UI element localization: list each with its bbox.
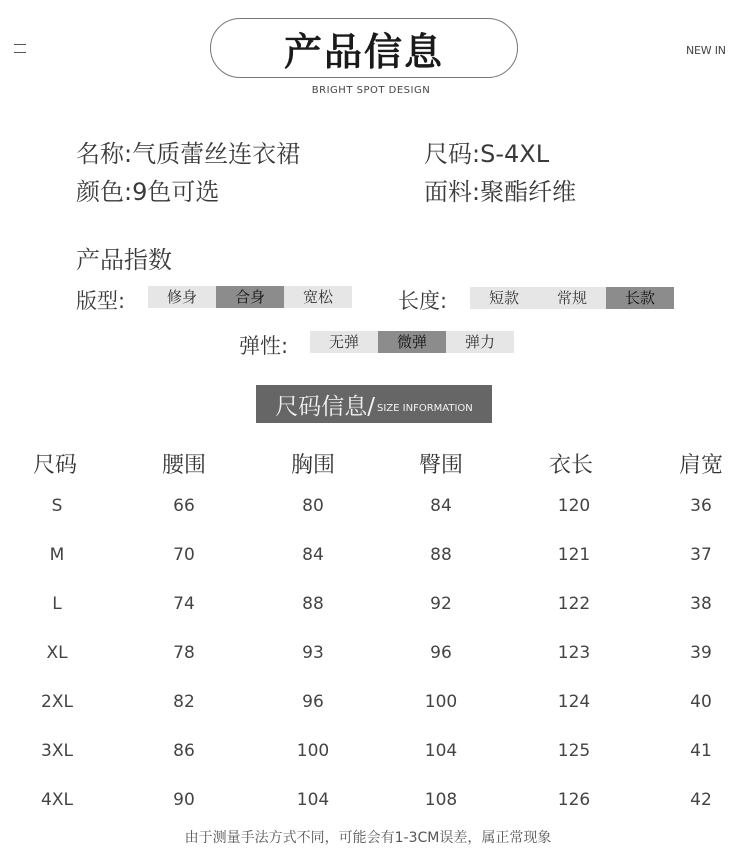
cell-waist: 90 (173, 790, 195, 810)
cell-size: 2XL (41, 692, 73, 712)
elastic-option: 微弹 (378, 331, 446, 353)
elastic-option: 无弹 (310, 331, 378, 353)
title-pill (210, 18, 518, 78)
cell-bust: 100 (296, 741, 330, 761)
col-header-size: 尺码 (32, 453, 77, 478)
fit-scale (148, 286, 352, 308)
cell-shoulder: 37 (690, 545, 712, 565)
cell-length: 120 (557, 496, 591, 516)
size-info-banner (256, 385, 492, 423)
fit-option: 修身 (148, 286, 216, 308)
cell-bust: 104 (296, 790, 330, 810)
cell-hip: 108 (424, 790, 458, 810)
cell-length: 122 (557, 594, 591, 614)
product-size-range (424, 134, 549, 169)
cell-bust: 96 (302, 692, 324, 712)
elastic-option: 弹力 (446, 331, 514, 353)
cell-length: 121 (557, 545, 591, 565)
cell-waist: 86 (173, 741, 195, 761)
cell-bust: 84 (302, 545, 324, 565)
cell-size: S (51, 496, 63, 516)
col-header-waist: 腰围 (161, 453, 206, 478)
length-option: 长款 (606, 287, 674, 309)
col-header-bust: 胸围 (290, 453, 335, 478)
product-fabric (424, 172, 576, 207)
banner-subtitle: SIZE INFORMATION (377, 402, 473, 414)
cell-length: 125 (557, 741, 591, 761)
length-scale (470, 287, 674, 309)
name-value: 气质蕾丝连衣裙 (132, 140, 301, 168)
cell-length: 124 (557, 692, 591, 712)
cell-hip: 104 (424, 741, 458, 761)
product-colors (76, 172, 219, 207)
cell-waist: 82 (173, 692, 195, 712)
cell-bust: 88 (302, 594, 324, 614)
cell-hip: 100 (424, 692, 458, 712)
elastic-label: 弹性: (239, 334, 289, 358)
cell-shoulder: 38 (690, 594, 712, 614)
length-option: 常规 (538, 287, 606, 309)
cell-size: 3XL (41, 741, 73, 761)
fabric-label: 面料: (424, 178, 481, 206)
cell-shoulder: 42 (690, 790, 712, 810)
cell-waist: 70 (173, 545, 195, 565)
cell-hip: 96 (430, 643, 452, 663)
cell-size: XL (46, 643, 68, 663)
cell-shoulder: 41 (690, 741, 712, 761)
cell-size: L (52, 594, 62, 614)
length-option: 短款 (470, 287, 538, 309)
fit-label: 版型: (76, 289, 126, 313)
index-title: 产品指数 (76, 246, 172, 274)
color-value: 9色可选 (132, 178, 220, 206)
cell-length: 123 (557, 643, 591, 663)
size-label: 尺码: (424, 140, 481, 168)
fabric-value: 聚酯纤维 (480, 178, 577, 206)
cell-bust: 93 (302, 643, 324, 663)
cell-size: M (49, 545, 65, 565)
fit-option: 宽松 (284, 286, 352, 308)
cell-shoulder: 40 (690, 692, 712, 712)
color-label: 颜色: (76, 178, 133, 206)
product-name (76, 134, 300, 169)
col-header-shoulder: 肩宽 (678, 453, 723, 478)
cell-shoulder: 39 (690, 643, 712, 663)
length-label: 长度: (398, 289, 448, 313)
cell-bust: 80 (302, 496, 324, 516)
col-header-hip: 臀围 (418, 453, 463, 478)
cell-hip: 88 (430, 545, 452, 565)
page-title: 产品信息 (283, 28, 444, 74)
name-label: 名称: (76, 140, 133, 168)
fit-option: 合身 (216, 286, 284, 308)
size-value: S-4XL (480, 140, 550, 168)
cell-waist: 78 (173, 643, 195, 663)
banner-title: 尺码信息/ (275, 393, 375, 420)
col-header-length: 衣长 (548, 453, 593, 478)
measurement-note: 由于测量手法方式不同，可能会有1-3CM误差，属正常现象 (184, 830, 552, 846)
cell-size: 4XL (41, 790, 73, 810)
cell-waist: 74 (173, 594, 195, 614)
menu-icon[interactable] (14, 44, 26, 60)
elastic-scale (310, 331, 514, 353)
cell-shoulder: 36 (690, 496, 712, 516)
cell-waist: 66 (173, 496, 195, 516)
cell-hip: 92 (430, 594, 452, 614)
page-subtitle: BRIGHT SPOT DESIGN (311, 85, 431, 96)
cell-length: 126 (557, 790, 591, 810)
cell-hip: 84 (430, 496, 452, 516)
new-in-label: NEW IN (686, 44, 726, 57)
